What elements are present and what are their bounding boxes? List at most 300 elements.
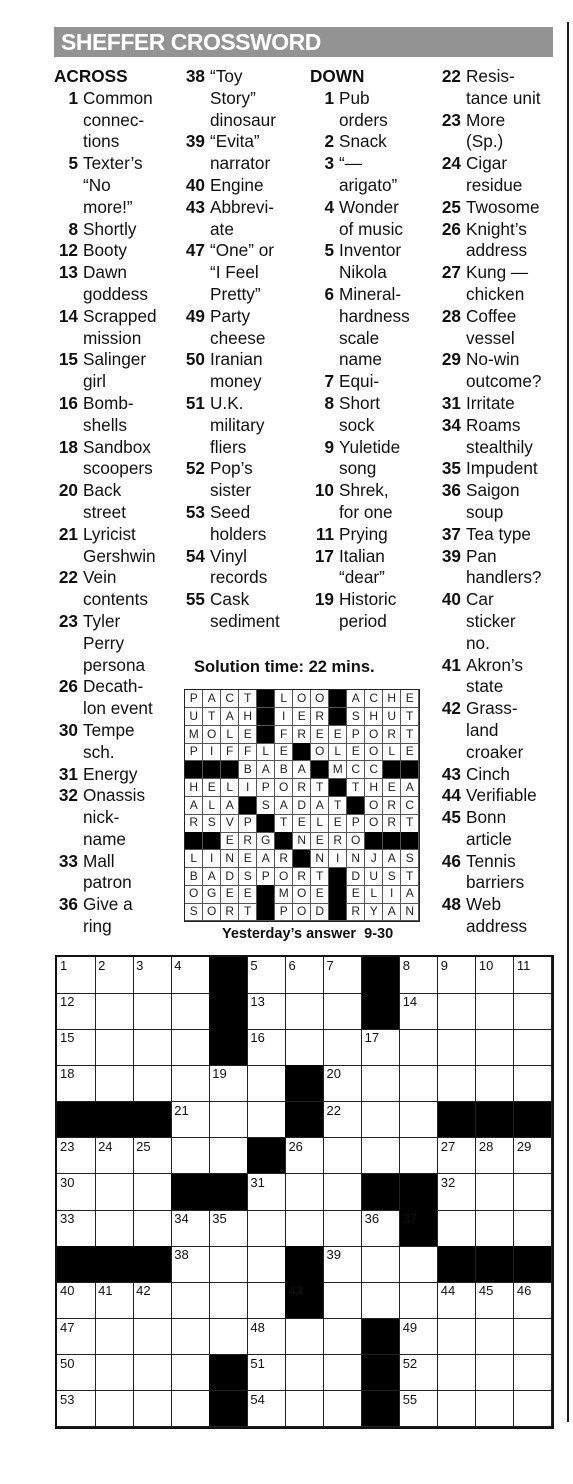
- grid-cell[interactable]: [133, 1355, 172, 1392]
- clue-text-line: goddess: [83, 283, 148, 304]
- answer-letter: A: [383, 850, 401, 868]
- grid-cell[interactable]: [476, 1065, 515, 1102]
- grid-cell[interactable]: [324, 1282, 363, 1319]
- down-clue-10: [310, 480, 434, 524]
- grid-cell[interactable]: [171, 1065, 210, 1102]
- answer-letter: R: [221, 903, 239, 921]
- clue-text-line: soup: [466, 501, 504, 522]
- across-clue-22: [54, 567, 178, 611]
- answer-letter: R: [275, 850, 293, 868]
- grid-cell[interactable]: [57, 1282, 96, 1319]
- answer-block: [203, 832, 221, 850]
- clue-number: 55: [185, 589, 205, 610]
- cell-number: 33: [60, 1211, 75, 1227]
- answer-letter: O: [347, 832, 365, 850]
- answer-block: [257, 814, 275, 832]
- answer-letter: T: [311, 779, 329, 797]
- clue-number: 16: [58, 392, 78, 413]
- cell-number: 42: [136, 1283, 151, 1299]
- grid-cell[interactable]: [324, 1029, 363, 1066]
- answer-block: [329, 903, 347, 921]
- grid-cell[interactable]: [324, 1246, 363, 1283]
- grid-cell[interactable]: [285, 1391, 324, 1428]
- answer-letter: O: [275, 868, 293, 886]
- grid-cell[interactable]: [209, 1065, 248, 1102]
- answer-letter: N: [401, 903, 419, 921]
- grid-cell[interactable]: [171, 1355, 210, 1392]
- grid-cell[interactable]: [95, 1355, 134, 1392]
- clue-number: 49: [185, 305, 205, 326]
- grid-cell[interactable]: [57, 1065, 96, 1102]
- grid-cell[interactable]: [171, 1391, 210, 1428]
- grid-cell[interactable]: [247, 1282, 286, 1319]
- grid-cell[interactable]: [247, 1391, 286, 1428]
- grid-cell[interactable]: [57, 1138, 96, 1175]
- clue-text-line: lon event: [83, 698, 153, 719]
- grid-cell[interactable]: [438, 1210, 477, 1247]
- grid-cell[interactable]: [438, 1174, 477, 1211]
- answer-letter: C: [221, 690, 239, 708]
- cell-number: 21: [174, 1102, 189, 1118]
- clue-text-line: “—: [339, 153, 362, 174]
- clue-text-line: Short: [339, 392, 381, 413]
- clue-text-line: Gershwin: [83, 545, 156, 566]
- grid-cell[interactable]: [247, 1210, 286, 1247]
- answer-letter: R: [293, 779, 311, 797]
- grid-cell[interactable]: [95, 1391, 134, 1428]
- clue-number: 43: [185, 196, 205, 217]
- answer-letter: M: [185, 726, 203, 744]
- grid-cell[interactable]: [247, 1029, 286, 1066]
- clue-text-line: Historic: [339, 589, 397, 610]
- grid-block: [285, 1282, 324, 1319]
- clue-text-line: vessel: [466, 327, 515, 348]
- grid-cell[interactable]: [400, 1029, 439, 1066]
- clue-text-line: Sandbox: [83, 436, 151, 457]
- clue-number: 45: [441, 807, 461, 828]
- grid-block: [209, 1029, 248, 1066]
- grid-cell[interactable]: [476, 1138, 515, 1175]
- grid-cell[interactable]: [400, 1319, 439, 1356]
- answer-letter: E: [293, 814, 311, 832]
- grid-cell[interactable]: [476, 957, 515, 994]
- grid-cell[interactable]: [476, 1355, 515, 1392]
- cell-number: 29: [516, 1138, 532, 1154]
- grid-cell[interactable]: [438, 1029, 477, 1066]
- answer-letter: A: [401, 885, 419, 903]
- grid-cell[interactable]: [324, 1174, 363, 1211]
- answer-letter: C: [401, 797, 419, 815]
- grid-cell[interactable]: [133, 1319, 172, 1356]
- grid-cell[interactable]: [362, 1246, 401, 1283]
- cell-number: 40: [60, 1283, 75, 1299]
- answer-letter: D: [221, 868, 239, 886]
- cell-number: 44: [440, 1283, 456, 1299]
- clue-text-line: dinosaur: [210, 109, 276, 130]
- grid-cell[interactable]: [400, 1246, 439, 1283]
- clue-text-line: ring: [83, 916, 112, 937]
- down-clue-46: [437, 851, 565, 895]
- grid-cell[interactable]: [171, 1246, 210, 1283]
- grid-cell[interactable]: [400, 1065, 439, 1102]
- down-clue-35: [437, 458, 565, 480]
- grid-cell[interactable]: [324, 1102, 363, 1139]
- answer-letter: T: [311, 868, 329, 886]
- grid-cell[interactable]: [400, 1282, 439, 1319]
- clue-text-line: Salinger: [83, 349, 147, 370]
- grid-cell[interactable]: [362, 1102, 401, 1139]
- grid-cell[interactable]: [95, 1138, 134, 1175]
- grid-cell[interactable]: [95, 1210, 134, 1247]
- grid-cell[interactable]: [362, 1029, 401, 1066]
- grid-cell[interactable]: [209, 1246, 248, 1283]
- grid-cell[interactable]: [285, 1319, 324, 1356]
- grid-cell[interactable]: [247, 993, 286, 1030]
- clue-text-line: “Toy: [210, 66, 243, 86]
- grid-cell[interactable]: [476, 1282, 515, 1319]
- answer-letter: N: [347, 850, 365, 868]
- grid-cell[interactable]: [438, 957, 477, 994]
- grid-cell[interactable]: [133, 1174, 172, 1211]
- clue-text-line: ate: [210, 218, 234, 239]
- grid-cell[interactable]: [209, 1102, 248, 1139]
- grid-cell[interactable]: [133, 1391, 172, 1428]
- grid-cell[interactable]: [285, 957, 324, 994]
- grid-cell[interactable]: [514, 1355, 553, 1392]
- answer-letter: P: [347, 814, 365, 832]
- grid-cell[interactable]: [171, 1138, 210, 1175]
- grid-cell[interactable]: [57, 1391, 96, 1428]
- answer-block: [329, 885, 347, 903]
- answer-block: [329, 708, 347, 726]
- clue-text-line: Prying: [339, 523, 388, 544]
- answer-letter: R: [383, 726, 401, 744]
- grid-cell[interactable]: [324, 1210, 363, 1247]
- clue-text-line: name: [339, 349, 382, 370]
- grid-cell[interactable]: [95, 957, 134, 994]
- clue-text-line: persona: [83, 654, 146, 675]
- answer-letter: A: [383, 903, 401, 921]
- grid-cell[interactable]: [171, 1282, 210, 1319]
- clue-text-line: money: [210, 371, 262, 392]
- clue-text-line: address: [466, 240, 528, 261]
- grid-cell[interactable]: [514, 1138, 553, 1175]
- clue-text-line: Cask: [210, 589, 250, 610]
- grid-cell[interactable]: [247, 957, 286, 994]
- clue-text-line: patron: [83, 872, 132, 893]
- grid-cell[interactable]: [57, 1029, 96, 1066]
- clue-number: 26: [58, 676, 78, 697]
- grid-cell[interactable]: [95, 1065, 134, 1102]
- clue-text-line: outcome?: [466, 371, 542, 392]
- grid-cell[interactable]: [324, 1065, 363, 1102]
- answer-letter: E: [347, 743, 365, 761]
- down-clues-column-1: [310, 66, 434, 633]
- grid-cell[interactable]: [400, 1391, 439, 1428]
- down-clue-25: [437, 197, 565, 219]
- clue-text-line: sock: [339, 414, 375, 435]
- grid-cell[interactable]: [247, 1102, 286, 1139]
- clue-text-line: Tempe: [83, 719, 135, 740]
- cell-number: 5: [250, 958, 258, 973]
- grid-cell[interactable]: [171, 993, 210, 1030]
- grid-cell[interactable]: [285, 993, 324, 1030]
- cell-number: 52: [402, 1355, 418, 1371]
- down-clue-9: [310, 437, 434, 481]
- cell-number: 51: [250, 1355, 265, 1371]
- clue-text-line: Italian: [339, 545, 385, 566]
- grid-cell[interactable]: [438, 1391, 477, 1428]
- across-clue-30: [54, 720, 178, 764]
- answer-letter: O: [293, 903, 311, 921]
- clue-text-line: Tea type: [466, 523, 531, 544]
- grid-cell[interactable]: [247, 1355, 286, 1392]
- grid-cell[interactable]: [324, 957, 363, 994]
- grid-cell[interactable]: [171, 1102, 210, 1139]
- grid-cell[interactable]: [324, 1391, 363, 1428]
- grid-cell[interactable]: [133, 1138, 172, 1175]
- grid-cell[interactable]: [514, 957, 553, 994]
- grid-cell[interactable]: [324, 993, 363, 1030]
- down-clue-45: [437, 807, 565, 851]
- grid-cell[interactable]: [514, 1174, 553, 1211]
- cell-number: 38: [174, 1247, 189, 1263]
- cell-number: 7: [326, 958, 334, 973]
- grid-cell[interactable]: [400, 1138, 439, 1175]
- answer-letter: E: [311, 885, 329, 903]
- clue-text-line: Give a: [83, 894, 133, 915]
- grid-block: [209, 993, 248, 1030]
- grid-cell[interactable]: [57, 957, 96, 994]
- grid-cell[interactable]: [171, 1210, 210, 1247]
- clue-text-line: Perry: [83, 632, 125, 653]
- cell-number: 17: [364, 1030, 380, 1046]
- answer-letter: J: [365, 850, 383, 868]
- answer-letter: S: [185, 903, 203, 921]
- grid-cell[interactable]: [285, 1029, 324, 1066]
- grid-cell[interactable]: [247, 1174, 286, 1211]
- grid-cell[interactable]: [95, 1029, 134, 1066]
- grid-cell[interactable]: [209, 1282, 248, 1319]
- grid-cell[interactable]: [476, 1319, 515, 1356]
- clue-text-line: Bonn: [466, 807, 507, 828]
- clue-text-line: No-win: [466, 349, 520, 370]
- grid-cell[interactable]: [514, 1065, 553, 1102]
- clue-text-line: Seed: [210, 501, 251, 522]
- clue-text-line: period: [339, 610, 387, 631]
- grid-cell[interactable]: [514, 993, 553, 1030]
- grid-cell[interactable]: [476, 1174, 515, 1211]
- clue-number: 22: [58, 567, 78, 588]
- answer-letter: E: [239, 885, 257, 903]
- answer-letter: O: [365, 814, 383, 832]
- clue-text-line: Web: [466, 894, 502, 915]
- grid-cell[interactable]: [400, 1102, 439, 1139]
- grid-cell[interactable]: [285, 1174, 324, 1211]
- cell-number: 25: [136, 1138, 151, 1154]
- grid-block: [400, 1174, 439, 1211]
- answer-letter: O: [203, 903, 221, 921]
- clue-text-line: Akron’s: [466, 654, 524, 675]
- clue-text-line: Verifiable: [466, 785, 537, 806]
- clue-text-line: girl: [83, 371, 106, 392]
- answer-letter: A: [203, 690, 221, 708]
- grid-cell[interactable]: [171, 1029, 210, 1066]
- grid-cell[interactable]: [57, 1210, 96, 1247]
- clue-number: 6: [324, 283, 334, 304]
- grid-cell[interactable]: [57, 1319, 96, 1356]
- grid-cell[interactable]: [285, 1210, 324, 1247]
- answer-letter: V: [221, 814, 239, 832]
- grid-block: [514, 1246, 553, 1283]
- clue-number: 32: [58, 785, 78, 806]
- grid-cell[interactable]: [133, 993, 172, 1030]
- answer-block: [401, 761, 419, 779]
- grid-cell[interactable]: [476, 1391, 515, 1428]
- grid-block: [362, 1174, 401, 1211]
- grid-cell[interactable]: [400, 993, 439, 1030]
- grid-cell[interactable]: [362, 1065, 401, 1102]
- answer-letter: I: [275, 708, 293, 726]
- clue-text-line: mission: [83, 327, 142, 348]
- clue-text-line: Grass-: [466, 698, 518, 719]
- grid-cell[interactable]: [247, 1246, 286, 1283]
- clue-number: 3: [324, 153, 334, 174]
- clue-number: 27: [441, 262, 461, 283]
- grid-cell[interactable]: [514, 1319, 553, 1356]
- grid-cell[interactable]: [324, 1319, 363, 1356]
- grid-cell[interactable]: [514, 1391, 553, 1428]
- grid-cell[interactable]: [133, 1282, 172, 1319]
- clue-text-line: orders: [339, 109, 388, 130]
- grid-cell[interactable]: [438, 993, 477, 1030]
- grid-cell[interactable]: [133, 1210, 172, 1247]
- answer-letter: D: [293, 797, 311, 815]
- cell-number: 48: [250, 1319, 265, 1335]
- grid-cell[interactable]: [247, 1065, 286, 1102]
- grid-cell[interactable]: [209, 1319, 248, 1356]
- grid-cell[interactable]: [362, 1282, 401, 1319]
- grid-block: [209, 957, 248, 994]
- grid-cell[interactable]: [438, 1355, 477, 1392]
- grid-cell[interactable]: [57, 1355, 96, 1392]
- cell-number: 9: [440, 958, 448, 973]
- grid-cell[interactable]: [514, 1210, 553, 1247]
- grid-cell[interactable]: [400, 1355, 439, 1392]
- answer-block: [203, 761, 221, 779]
- grid-cell[interactable]: [95, 993, 134, 1030]
- grid-cell[interactable]: [438, 1282, 477, 1319]
- grid-block: [438, 1246, 477, 1283]
- answer-letter: R: [383, 814, 401, 832]
- grid-cell[interactable]: [362, 1210, 401, 1247]
- grid-cell[interactable]: [247, 1319, 286, 1356]
- down-clue-11: [310, 524, 434, 546]
- grid-cell[interactable]: [476, 1210, 515, 1247]
- grid-cell[interactable]: [57, 993, 96, 1030]
- grid-cell[interactable]: [514, 1282, 553, 1319]
- grid-cell[interactable]: [95, 1319, 134, 1356]
- down-clue-4: [310, 197, 434, 241]
- grid-cell[interactable]: [285, 1355, 324, 1392]
- clue-text-line: connec-: [83, 109, 145, 130]
- grid-cell[interactable]: [514, 1029, 553, 1066]
- cell-number: 30: [60, 1174, 75, 1190]
- solution-time: Solution time: 22 mins.: [194, 658, 375, 676]
- answer-letter: L: [257, 743, 275, 761]
- cell-number: 53: [60, 1391, 75, 1407]
- clue-text-line: Booty: [83, 240, 127, 261]
- grid-cell[interactable]: [400, 957, 439, 994]
- across-heading: ACROSS: [54, 66, 128, 86]
- clue-number: 20: [58, 480, 78, 501]
- clue-text-line: more!”: [83, 196, 133, 217]
- clue-text-line: Tyler: [83, 610, 121, 631]
- cell-number: 35: [212, 1211, 227, 1227]
- clue-number: 38: [185, 66, 205, 86]
- grid-cell[interactable]: [133, 1029, 172, 1066]
- down-clue-7: [310, 371, 434, 393]
- grid-cell[interactable]: [171, 1319, 210, 1356]
- across-clue-53: [181, 502, 305, 546]
- grid-cell[interactable]: [438, 1138, 477, 1175]
- clue-text-line: Impudent: [466, 458, 538, 479]
- clue-number: 50: [185, 349, 205, 370]
- grid-cell[interactable]: [95, 1282, 134, 1319]
- answer-letter: A: [275, 797, 293, 815]
- grid-cell[interactable]: [476, 1029, 515, 1066]
- grid-cell[interactable]: [324, 1138, 363, 1175]
- answer-letter: E: [221, 832, 239, 850]
- down-clue-3: [310, 153, 434, 197]
- across-clue-13: [54, 262, 178, 306]
- clue-number: 14: [58, 305, 78, 326]
- clue-text-line: Lyricist: [83, 523, 136, 544]
- grid-cell[interactable]: [324, 1355, 363, 1392]
- answer-letter: R: [347, 903, 365, 921]
- cell-number: 16: [250, 1030, 265, 1046]
- grid-cell[interactable]: [209, 1138, 248, 1175]
- answer-letter: P: [239, 814, 257, 832]
- answer-block: [185, 761, 203, 779]
- grid-cell[interactable]: [285, 1138, 324, 1175]
- cell-number: 27: [440, 1138, 456, 1154]
- down-clues-column-2: [437, 66, 565, 938]
- grid-cell[interactable]: [95, 1174, 134, 1211]
- grid-cell[interactable]: [133, 957, 172, 994]
- across-clue-20: [54, 480, 178, 524]
- grid-cell[interactable]: [476, 993, 515, 1030]
- clue-text-line: Mall: [83, 850, 115, 871]
- answer-block: [311, 761, 329, 779]
- down-clue-1: [310, 88, 434, 132]
- cell-number: 3: [136, 958, 144, 973]
- grid-cell[interactable]: [362, 1138, 401, 1175]
- answer-letter: S: [401, 850, 419, 868]
- answer-letter: L: [329, 743, 347, 761]
- grid-cell[interactable]: [133, 1065, 172, 1102]
- grid-cell[interactable]: [209, 1210, 248, 1247]
- clue-text-line: chicken: [466, 283, 525, 304]
- grid-cell[interactable]: [438, 1065, 477, 1102]
- clue-number: 21: [58, 523, 78, 544]
- grid-cell[interactable]: [438, 1319, 477, 1356]
- down-clue-40: [437, 589, 565, 654]
- answer-letter: T: [347, 779, 365, 797]
- grid-cell[interactable]: [57, 1174, 96, 1211]
- grid-cell[interactable]: [171, 957, 210, 994]
- down-clue-6: [310, 284, 434, 371]
